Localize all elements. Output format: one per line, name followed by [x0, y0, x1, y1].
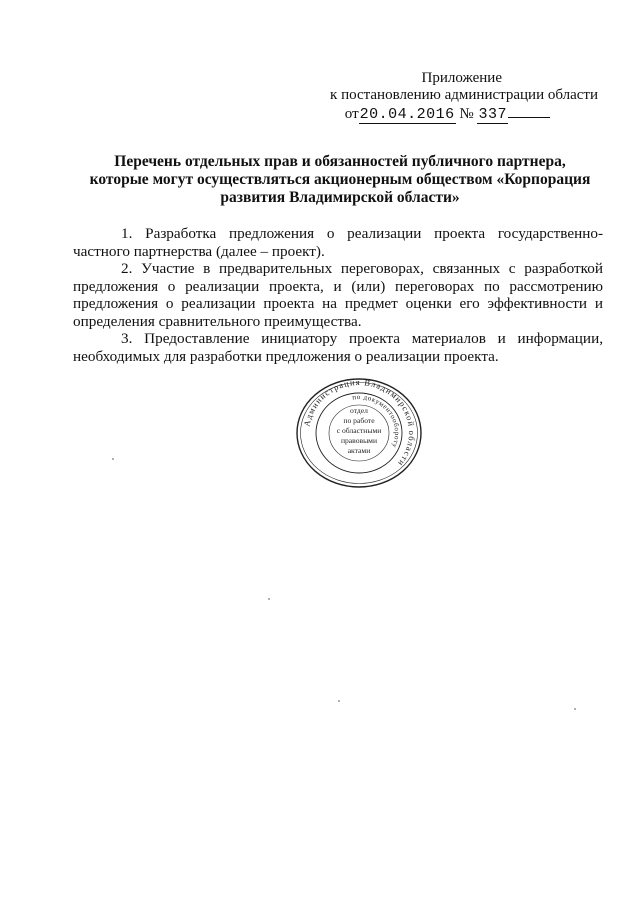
official-stamp — [293, 377, 425, 489]
resolution-date-number — [330, 105, 550, 123]
resolution-date: 20.04.2016 — [359, 106, 455, 123]
date-prefix: от — [344, 106, 359, 122]
resolution-reference: к постановлению администрации области — [330, 87, 598, 103]
list-item-1: 1. Разработка предложения о реализации проекта государственно-частного партнерства (далее – проект). — [73, 225, 603, 260]
list-item-2: 2. Участие в предварительных переговорах, связанных с разработкой предложения о реализации проекта, и (или) переговорах по рассмотрению предложения о реализации проекта на предмет оценки его эффективности и определения сравнительного преимущества. — [73, 260, 603, 330]
appendix-header — [330, 70, 598, 123]
title-line-2: которые могут осуществляться акционерным обществом «Корпорация — [89, 171, 591, 188]
stamp-inner-arc-text: по документообороту — [351, 392, 402, 450]
number-sign: № — [459, 106, 474, 122]
number-underline — [508, 105, 550, 118]
scan-speck — [268, 598, 270, 600]
stamp-center-text — [337, 406, 382, 455]
list-item-3: 3. Предоставление инициатору проекта материалов и информации, необходимых для разработки предложения о реализации проекта. — [73, 330, 603, 365]
stamp-center-line-1: отдел — [350, 406, 368, 415]
document-title — [80, 153, 600, 207]
scan-speck — [574, 708, 576, 710]
resolution-number: 337 — [478, 106, 507, 123]
scan-speck — [338, 700, 340, 702]
stamp-center-line-3: с областными — [336, 426, 382, 435]
document-body — [73, 225, 603, 365]
appendix-label: Приложение — [421, 70, 502, 86]
scan-speck — [112, 458, 114, 460]
stamp-center-line-5: актами — [347, 446, 371, 455]
stamp-outer-text: Администрация Владимирской области — [301, 377, 418, 469]
title-line-1: Перечень отдельных прав и обязанностей публичного партнера, — [114, 153, 566, 170]
title-line-3: развития Владимирской области» — [220, 189, 460, 206]
stamp-center-line-2: по работе — [343, 416, 375, 425]
stamp-center-line-4: правовыми — [340, 436, 378, 445]
